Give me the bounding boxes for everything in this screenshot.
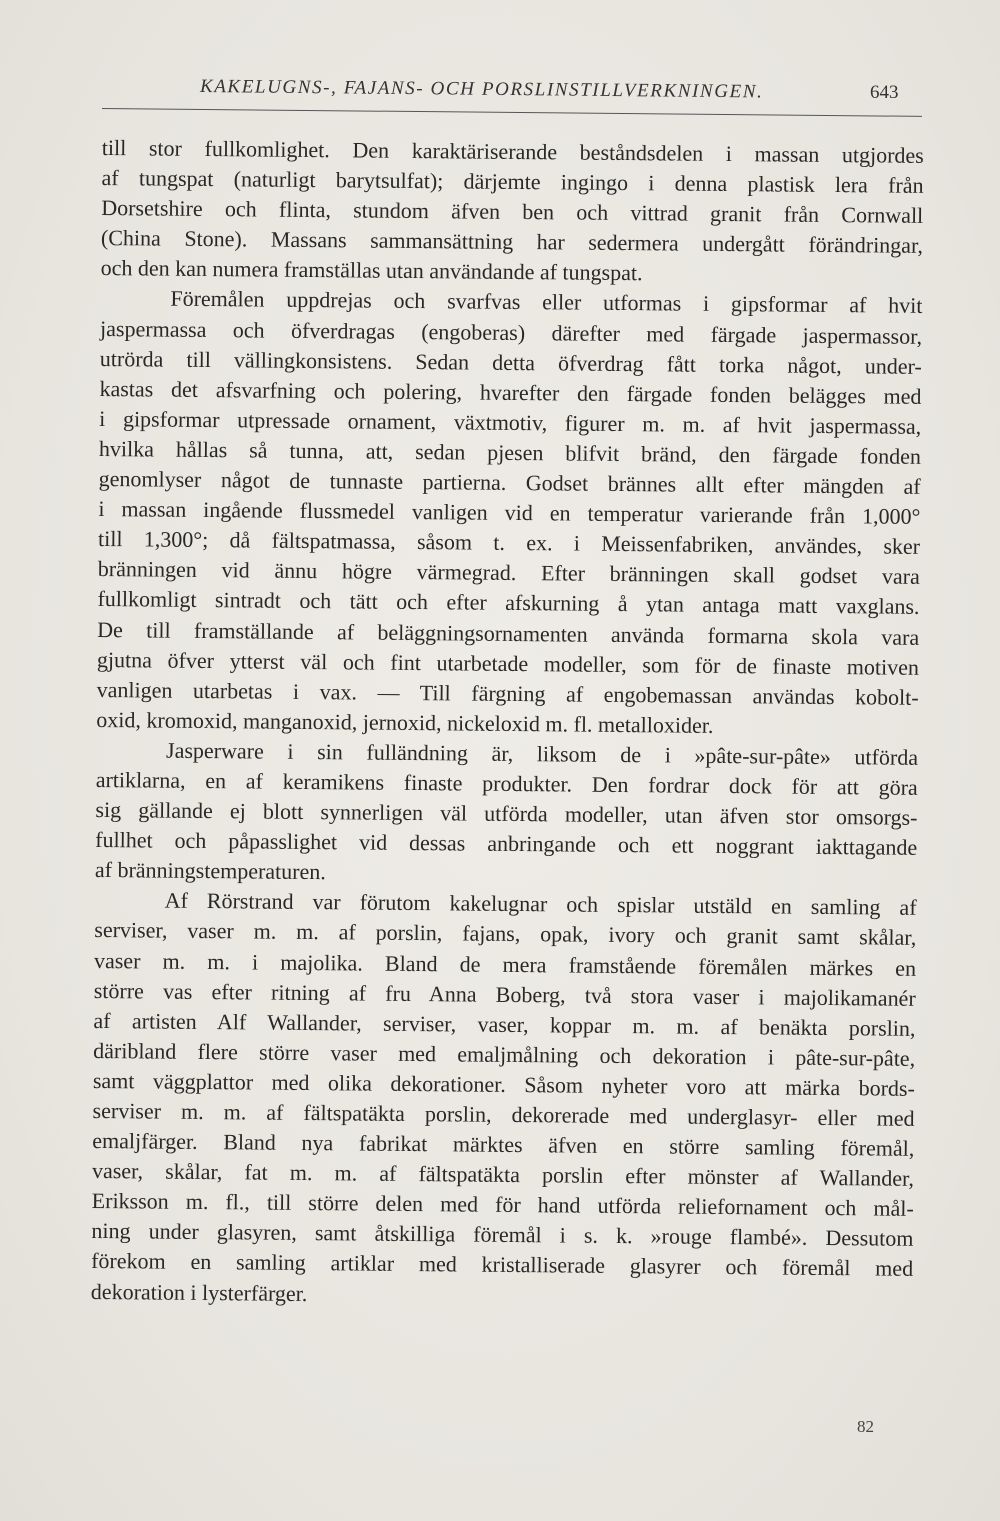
- text-line: artiklarna, en af keramikens finaste produkter. Den fordrar dock för att göra: [95, 766, 918, 800]
- text-line: till 1,300°; då fältspatmassa, såsom t. ex. i Meissenfabriken, användes, sker: [97, 526, 921, 560]
- text-line: jaspermassa och öfverdragas (engoberas) därefter med färgade jaspermassor,: [100, 315, 923, 349]
- text-line: gjutna öfver ytterst väl och fint utarbetade modeller, som för de finaste motiven: [96, 646, 920, 680]
- text-line: vaser, skålar, fat m. m. af fältspatäkta porslin efter mönster af Wallander,: [91, 1158, 915, 1192]
- text-line: fullkomligt sintradt och tätt och efter afskurning å ytan antaga matt vaxglans.: [97, 586, 920, 620]
- text-line: af tungspat (naturligt barytsulfat); därjemte ingingo i denna plastisk lera från: [101, 165, 924, 198]
- text-line: Af Rörstrand var förutom kakelugnar och spislar utstäld en samling af: [164, 887, 917, 921]
- text-line: förekom en samling artiklar med kristalliserade glasyrer och föremål med: [91, 1248, 914, 1282]
- text-line: hvilka hållas så tunna, att, sedan pjesen blifvit bränd, den färgade fonden: [98, 435, 922, 469]
- text-line: Föremålen uppdrejas och svarfvas eller utformas i gipsformar af hvit: [170, 286, 923, 319]
- text-line: till stor fullkomlighet. Den karaktäriserande beståndsdelen i massan utgjordes: [101, 134, 924, 168]
- text-line: fullhet och påpasslighet vid dessas anbringande och ett noggrant iakttagande: [95, 827, 918, 861]
- text-line: af bränningstemperaturen.: [94, 857, 326, 885]
- text-line: emaljfärger. Bland nya fabrikat märktes äfven en större samling föremål,: [92, 1128, 915, 1161]
- text-line: samt väggplattor med olika dekorationer. Såsom nyheter voro att märka bords-: [92, 1067, 915, 1101]
- text-line: i massan ingående flussmedel vanligen vid en temperatur varierande från 1,000°: [98, 496, 921, 529]
- text-line: däribland flere större vaser med emaljmålning och dekoration i pâte-sur-pâte,: [93, 1037, 916, 1071]
- running-head: KAKELUGNS-, FAJANS- OCH PORSLINSTILLVERKNINGEN.: [199, 76, 764, 103]
- text-line: serviser, vaser m. m. af porslin, fajans, opak, ivory och granit samt skålar,: [94, 917, 917, 951]
- text-line: Dorsetshire och flinta, stundom äfven ben och vittrad granit från Cornwall: [101, 195, 924, 229]
- text-line: De till framställande af beläggningsornamenten använda formarna skola vara: [97, 616, 920, 650]
- text-line: utrörda till vällingkonsistens. Sedan detta öfverdrag fått torka något, under-: [99, 345, 922, 379]
- text-line: Jasperware i sin fulländning är, liksom de i »pâte-sur-pâte» utförda: [165, 737, 919, 770]
- text-line: af artisten Alf Wallander, serviser, vaser, koppar m. m. af benäkta porslin,: [93, 1007, 916, 1041]
- page-number: 643: [870, 82, 899, 103]
- text-line: oxid, kromoxid, manganoxid, jernoxid, nickeloxid m. fl. metalloxider.: [96, 706, 714, 738]
- text-line: bränningen vid ännu högre värmegrad. Efter bränningen skall godset vara: [97, 556, 920, 590]
- signature-mark: 82: [857, 1417, 874, 1436]
- text-line: genomlyser något de tunnaste partierna. Godset brännes allt efter mängden af: [98, 466, 921, 499]
- text-line: sig gällande ej blott synnerligen väl utförda modeller, utan äfven stor omsorgs-: [95, 797, 918, 830]
- header-rule: [102, 108, 922, 117]
- text-line: vaser m. m. i majolika. Bland de mera framstående föremålen märkes en: [93, 947, 917, 981]
- text-line: serviser m. m. af fältspatäkta porslin, dekorerade med underglasyr- eller med: [92, 1097, 915, 1131]
- text-line: kastas det afsvarfning och polering, hvarefter den färgade fonden belägges med: [99, 375, 922, 409]
- text-line: dekoration i lysterfärger.: [90, 1278, 308, 1306]
- text-line: ning under glasyren, samt åtskilliga föremål i s. k. »rouge flambé». Dessutom: [91, 1218, 914, 1252]
- text-line: större vas efter ritning af fru Anna Boberg, två stora vaser i majolikamanér: [93, 977, 916, 1011]
- text-line: i gipsformar utpressade ornament, växtmotiv, figurer m. m. af hvit jaspermassa,: [99, 405, 922, 439]
- text-line: Eriksson m. fl., till större delen med för hand utförda reliefornament och mål-: [91, 1188, 914, 1222]
- text-line: och den kan numera framställas utan användande af tungspat.: [100, 255, 643, 286]
- text-line: (China Stone). Massans sammansättning har sedermera undergått förändringar,: [100, 225, 924, 259]
- text-line: vanligen utarbetas i vax. — Till färgning af engobemassan användas kobolt-: [96, 676, 919, 710]
- body-text: [91, 133, 924, 1314]
